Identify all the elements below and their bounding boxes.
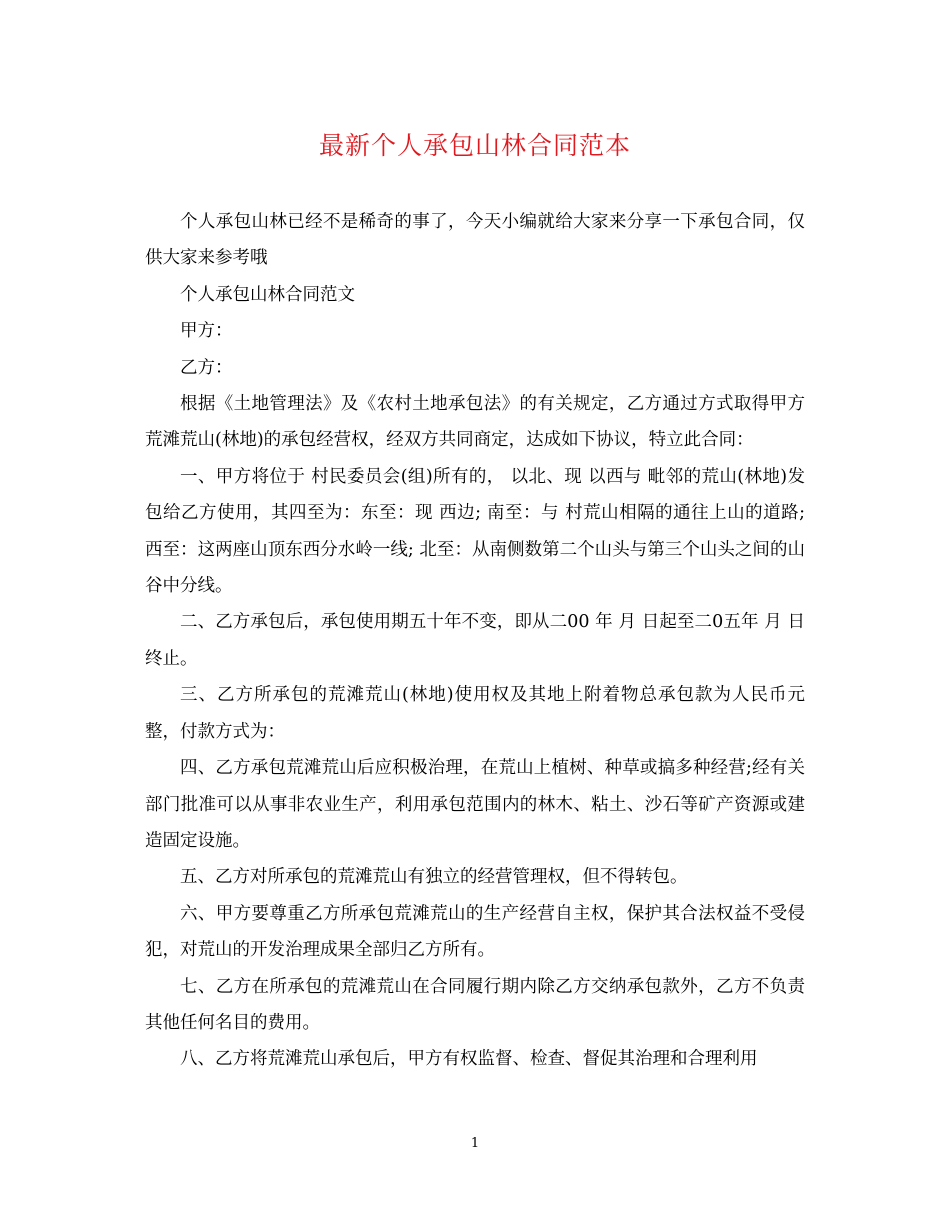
paragraph-subtitle: 个人承包山林合同范文 bbox=[180, 284, 355, 305]
paragraph-clause-7: 七、乙方在所承包的荒滩荒山在合同履行期内除乙方交纳承包款外，乙方不负责其他任何名目的费用。 bbox=[145, 976, 805, 1033]
paragraph-clause-5: 五、乙方对所承包的荒滩荒山有独立的经营管理权，但不得转包。 bbox=[180, 867, 688, 888]
paragraph-clause-4: 四、乙方承包荒滩荒山后应积极治理，在荒山上植树、种草或搞多种经营;经有关部门批准可以从事非农业生产，利用承包范围内的林木、粘土、沙石等矿产资源或建造固定设施。 bbox=[145, 758, 805, 851]
paragraph-clause-1: 一、甲方将位于 村民委员会(组)所有的， 以北、现 以西与 毗邻的荒山(林地)发包给乙方使用，其四至为：东至：现 西边; 南至：与 村荒山相隔的通往上山的道路; 西至：这两座山顶东西分水岭一线; 北至：从南侧数第二个山头与第三个山头之间的山谷中分线。 bbox=[145, 466, 805, 597]
paragraph-clause-8: 八、乙方将荒滩荒山承包后，甲方有权监督、检查、督促其治理和合理利用 bbox=[180, 1049, 758, 1070]
paragraph-clause-6: 六、甲方要尊重乙方所承包荒滩荒山的生产经营自主权，保护其合法权益不受侵犯，对荒山的开发治理成果全部归乙方所有。 bbox=[145, 903, 805, 961]
page-number: 1 bbox=[470, 1136, 480, 1151]
document-title: 最新个人承包山林合同范本 bbox=[318, 131, 631, 160]
paragraph-clause-3: 三、乙方所承包的荒滩荒山(林地)使用权及其地上附着物总承包款为人民币元整，付款方式为： bbox=[145, 685, 805, 742]
document-body bbox=[145, 204, 805, 1078]
paragraph-intro: 个人承包山林已经不是稀奇的事了，今天小编就给大家来分享一下承包合同，仅供大家来参考哦 bbox=[145, 212, 805, 269]
paragraph-party-b: 乙方： bbox=[180, 357, 233, 378]
paragraph-party-a: 甲方： bbox=[180, 321, 233, 342]
paragraph-clause-2: 二、乙方承包后，承包使用期五十年不变，即从二00 年 月 日起至二0五年 月 日终止。 bbox=[145, 612, 805, 669]
paragraph-preamble: 根据《土地管理法》及《农村土地承包法》的有关规定，乙方通过方式取得甲方荒滩荒山(林地)的承包经营权，经双方共同商定，达成如下协议，特立此合同： bbox=[145, 394, 805, 451]
